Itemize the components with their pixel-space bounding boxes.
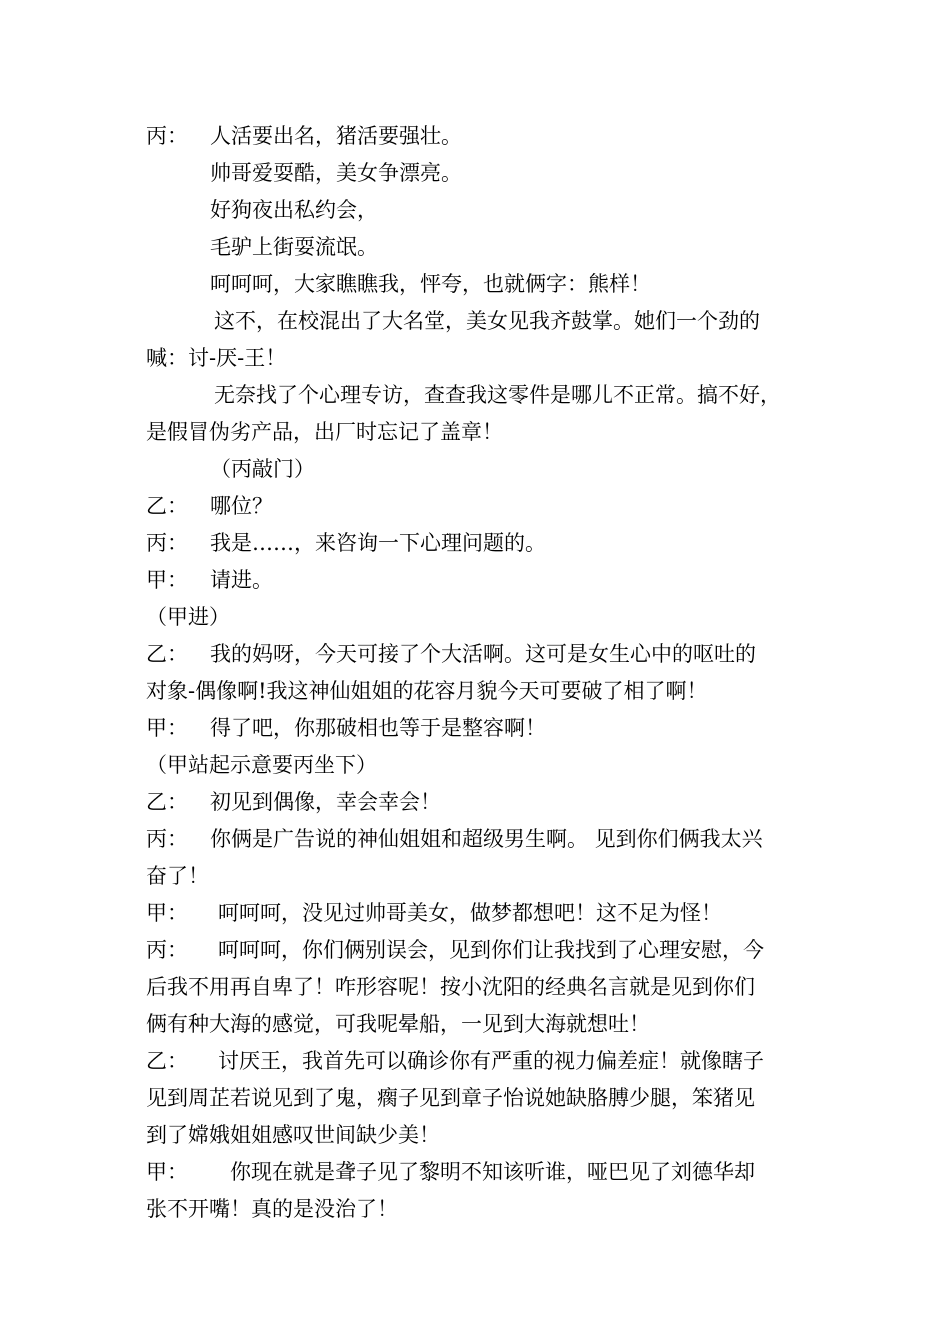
line-text: 好狗夜出私约会， [210,198,378,222]
script-line [146,377,830,414]
speaker-label: 乙： [146,1049,188,1073]
line-text: 你现在就是聋子见了黎明不知该听谁，哑巴见了刘德华却 [230,1160,755,1184]
script-line [146,155,830,192]
script-line [146,932,830,969]
line-text: 我是……，来咨询一下心理问题的。 [210,531,546,555]
line-text: 对象-偶像啊!我这神仙姐姐的花容月貌今天可要破了相了啊！ [146,679,708,703]
line-text: 喊：讨-厌-王！ [146,346,287,370]
script-line [146,118,830,155]
script-line [146,858,830,895]
speaker-label: 乙： [146,494,188,518]
script-line [146,1080,830,1117]
line-text: 这不，在校混出了大名堂，美女见我齐鼓掌。她们一个劲的 [214,309,760,333]
script-line [146,636,830,673]
line-text: （甲站起示意要丙坐下） [146,753,377,777]
script-line [146,710,830,747]
script-line [146,562,830,599]
script-line [146,821,830,858]
stage-direction [146,747,830,784]
line-text: 你俩是广告说的神仙姐姐和超级男生啊。 见到你们俩我太兴 [210,827,763,851]
line-text: 初见到偶像，幸会幸会！ [210,790,441,814]
script-line [146,1117,830,1154]
line-text: 呵呵呵，大家瞧瞧我，怦夸，也就俩字：熊样！ [210,272,651,296]
speaker-label: 甲： [146,901,188,925]
line-text: 哪位？ [210,494,273,518]
line-text: 请进。 [210,568,273,592]
line-text: 是假冒伪劣产品，出厂时忘记了盖章！ [146,420,503,444]
line-text: 得了吧，你那破相也等于是整容啊！ [210,716,546,740]
line-text: （丙敲门） [210,457,315,481]
line-text: 讨厌王，我首先可以确诊你有严重的视力偏差症！就像瞎子 [218,1049,764,1073]
line-text: 呵呵呵，没见过帅哥美女，做梦都想吧！这不足为怪！ [218,901,722,925]
line-text: 呵呵呵，你们俩别误会，见到你们让我找到了心理安慰，今 [218,938,764,962]
line-text: 到了嫦娥姐姐感叹世间缺少美！ [146,1123,440,1147]
speaker-label: 丙： [146,827,188,851]
script-line [146,340,830,377]
speaker-label: 乙： [146,642,188,666]
line-text: 见到周芷若说见到了鬼，瘸子见到章子怡说她缺胳膊少腿，笨猪见 [146,1086,755,1110]
script-line [146,895,830,932]
script-line [146,1154,830,1191]
script-line [146,192,830,229]
line-text: 我的妈呀，今天可接了个大活啊。这可是女生心中的呕吐的 [210,642,756,666]
line-text: 无奈找了个心理专访，查查我这零件是哪儿不正常。搞不好， [214,383,781,407]
script-line [146,525,830,562]
script-line [146,303,830,340]
speaker-label: 甲： [146,716,188,740]
script-line [146,1191,830,1228]
line-text: 毛驴上街耍流氓。 [210,235,378,259]
speaker-label: 丙： [146,124,188,148]
line-text: （甲进） [146,605,230,629]
speaker-label: 丙： [146,938,188,962]
stage-direction [146,599,830,636]
line-text: 人活要出名，猪活要强壮。 [210,124,462,148]
script-line [146,673,830,710]
speaker-label: 丙： [146,531,188,555]
line-text: 俩有种大海的感觉，可我呢晕船，一见到大海就想吐！ [146,1012,650,1036]
speaker-label: 甲： [146,1160,188,1184]
script-line [146,414,830,451]
script-line [146,266,830,303]
script-line [146,488,830,525]
script-line [146,784,830,821]
speaker-label: 甲： [146,568,188,592]
script-line [146,229,830,266]
line-text: 张不开嘴！真的是没治了！ [146,1197,398,1221]
speaker-label: 乙： [146,790,188,814]
script-line [146,1006,830,1043]
line-text: 帅哥爱耍酷，美女争漂亮。 [210,161,462,185]
script-line [146,969,830,1006]
line-text: 奋了！ [146,864,209,888]
line-text: 后我不用再自卑了！咋形容呢！按小沈阳的经典名言就是见到你们 [146,975,755,999]
script-line [146,1043,830,1080]
stage-direction [146,451,830,488]
